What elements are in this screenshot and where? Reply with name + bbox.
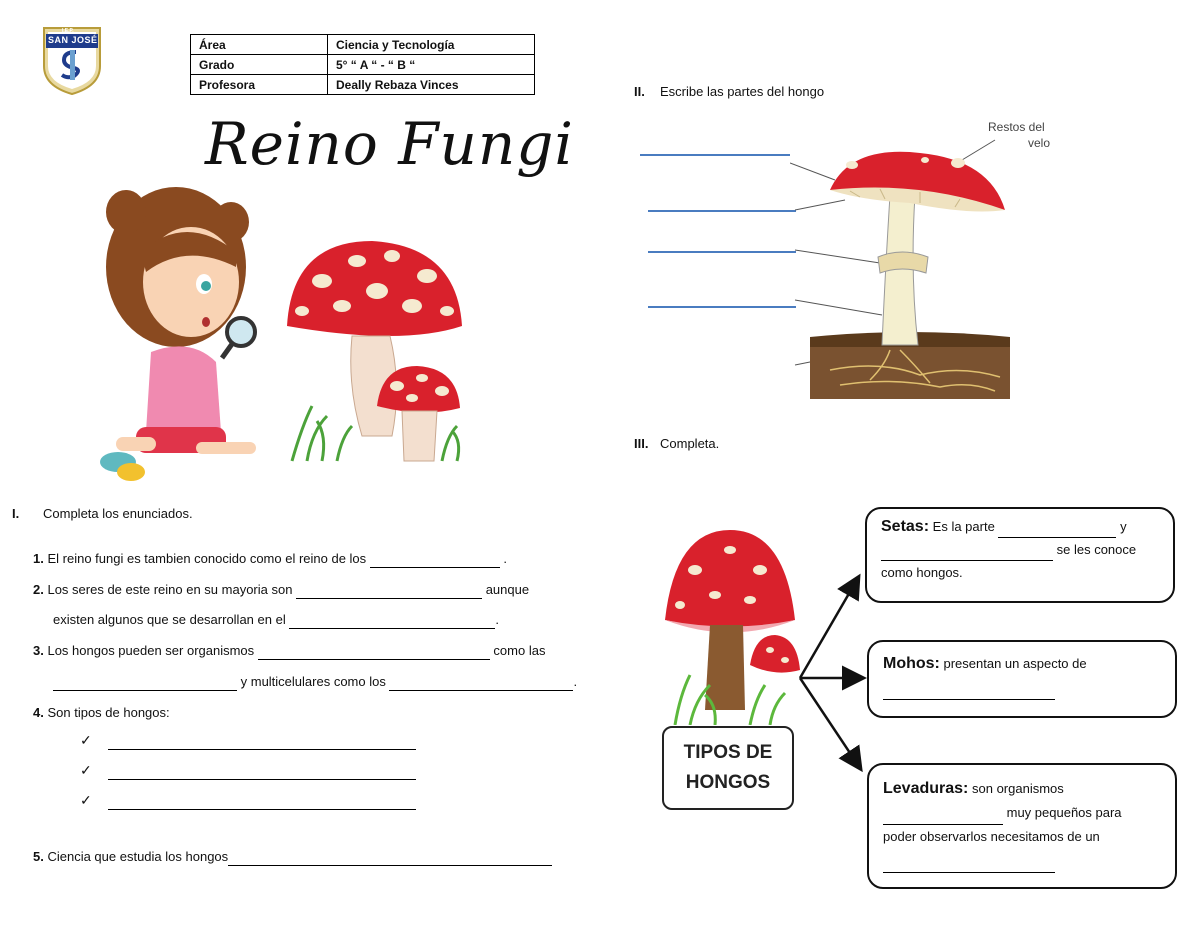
section-3-heading: Completa. — [660, 436, 720, 451]
levaduras-text: muy pequeños para — [1006, 805, 1122, 820]
question-text: y multicelulares como los — [240, 674, 386, 689]
tipos-de-hongos-box — [662, 726, 794, 810]
answer-blank[interactable] — [883, 858, 1055, 873]
info-value: Ciencia y Tecnología — [328, 35, 535, 55]
answer-blank[interactable] — [998, 523, 1116, 538]
section-1-numeral: I. — [12, 506, 20, 521]
question-text-mid: aunque — [485, 582, 530, 597]
check-icon: ✓ — [80, 762, 92, 778]
question-text: Ciencia que estudia los hongos — [47, 849, 229, 864]
question-text: El reino fungi es tambien conocido como el reino de los — [47, 551, 367, 566]
answer-blank[interactable] — [108, 735, 416, 750]
section-1-heading: Completa los enunciados. — [43, 506, 193, 521]
page-title: Reino Fungi — [205, 110, 574, 178]
question-end: . — [495, 612, 499, 627]
levaduras-title: Levaduras: — [883, 780, 969, 797]
question-number: 4. — [33, 705, 44, 720]
question-number: 3. — [33, 643, 44, 658]
answer-line[interactable] — [648, 210, 796, 212]
section-2-numeral: II. — [634, 84, 645, 99]
question-1 — [33, 550, 613, 568]
answer-blank[interactable] — [289, 614, 495, 629]
info-table — [190, 34, 535, 95]
mohos-text: presentan un aspecto de — [943, 656, 1087, 671]
answer-blank[interactable] — [370, 553, 500, 568]
info-value: Deally Rebaza Vinces — [328, 75, 535, 95]
mushroom-parts-diagram — [790, 115, 1065, 405]
info-value: 5° “ A “ - “ B “ — [328, 55, 535, 75]
setas-text: Es la parte — [932, 519, 995, 534]
info-key: Grado — [191, 55, 328, 75]
answer-blank[interactable] — [296, 584, 482, 599]
info-key: Área — [191, 35, 328, 55]
question-text-mid: como las — [493, 643, 546, 658]
answer-blank[interactable] — [883, 685, 1055, 700]
question-text: Los hongos pueden ser organismos — [47, 643, 255, 658]
answer-line[interactable] — [648, 306, 796, 308]
answer-blank[interactable] — [881, 546, 1053, 561]
answer-line[interactable] — [648, 251, 796, 253]
setas-text: se les conoce — [1056, 542, 1137, 557]
question-number: 1. — [33, 551, 44, 566]
question-text: Son tipos de hongos: — [47, 705, 170, 720]
mohos-box — [867, 640, 1177, 718]
question-5 — [33, 848, 613, 866]
setas-text: como hongos. — [881, 565, 963, 580]
levaduras-box — [867, 763, 1177, 889]
setas-box — [865, 507, 1175, 603]
answer-blank[interactable] — [228, 851, 552, 866]
section-2-heading: Escribe las partes del hongo — [660, 84, 825, 99]
answer-blank[interactable] — [883, 810, 1003, 825]
info-row-profesora — [191, 75, 535, 95]
answer-blank[interactable] — [108, 795, 416, 810]
check-icon: ✓ — [80, 792, 92, 808]
question-end: . — [503, 551, 508, 566]
answer-blank[interactable] — [53, 676, 237, 691]
question-number: 2. — [33, 582, 44, 597]
label-velo: velo — [1028, 136, 1051, 150]
setas-title: Setas: — [881, 518, 930, 535]
question-2-line-2 — [53, 611, 613, 629]
answer-blank[interactable] — [258, 645, 490, 660]
levaduras-text: poder observarlos necesitamos de un — [883, 829, 1100, 844]
question-number: 5. — [33, 849, 44, 864]
question-2 — [33, 581, 613, 599]
girl-illustration — [96, 172, 261, 492]
question-text: Los seres de este reino en su mayoria son — [47, 582, 293, 597]
answer-blank[interactable] — [389, 676, 573, 691]
check-icon: ✓ — [80, 732, 92, 748]
answer-line[interactable] — [640, 154, 790, 156]
info-row-area — [191, 35, 535, 55]
question-3 — [33, 642, 613, 660]
tipos-line-1: TIPOS DE — [683, 742, 773, 763]
mushroom-types-illustration — [655, 525, 800, 725]
info-key: Profesora — [191, 75, 328, 95]
label-restos: Restos del — [988, 120, 1045, 134]
school-logo — [40, 26, 104, 96]
mushrooms-illustration — [282, 236, 472, 466]
setas-text: y — [1120, 519, 1127, 534]
tipos-line-2: HONGOS — [685, 772, 771, 793]
question-end: . — [573, 674, 578, 689]
logo-caption: SAN JOSÉ — [48, 35, 98, 45]
levaduras-text: son organismos — [972, 781, 1064, 796]
question-3-line-2 — [53, 673, 623, 691]
logo-caption-top: I.E.P. — [62, 28, 74, 34]
question-text: existen algunos que se desarrollan en el — [53, 612, 286, 627]
mohos-title: Mohos: — [883, 655, 940, 672]
question-4 — [33, 704, 433, 722]
info-row-grado — [191, 55, 535, 75]
section-3-numeral: III. — [634, 436, 649, 451]
answer-blank[interactable] — [108, 765, 416, 780]
